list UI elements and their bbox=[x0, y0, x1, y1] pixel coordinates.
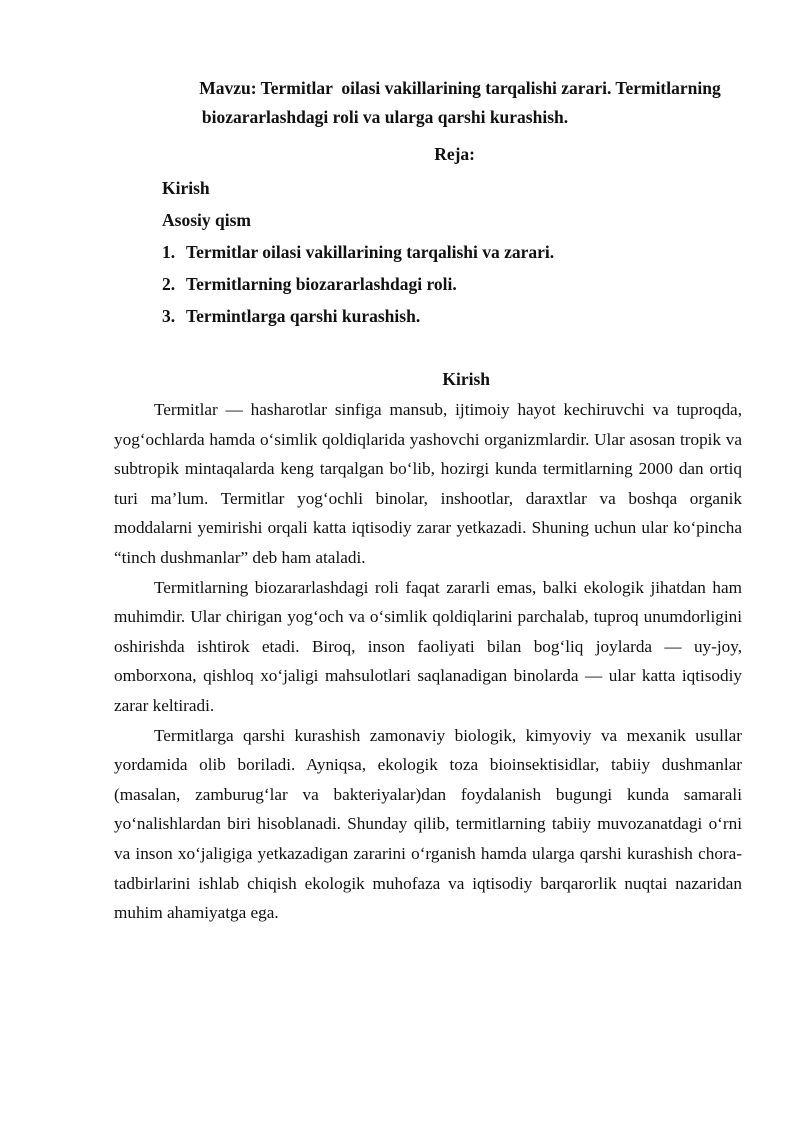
paragraph-1: Termitlar — hasharotlar sinfiga mansub, ijtimoiy hayot kechiruvchi va tuproqda, yog‘ochlarda hamda o‘simlik qoldiqlarida yashovchi organizmlardir. Ular asosan tropik va subtropik mintaqalarda keng tarqalgan bo‘lib, hozirgi kunda termitlarning 2000 dan ortiq turi ma’lum. Termitlar yog‘ochli binolar, inshootlar, daraxtlar va boshqa organik moddalarni yemirishi orqali katta iqtisodiy zarar yetkazadi. Shuning uchun ular ko‘pincha “tinch dushmanlar” deb ham ataladi. bbox=[114, 400, 742, 567]
plan-item-text: Termitlar oilasi vakillarining tarqalishi va zarari. bbox=[186, 242, 555, 262]
plan-item-text: Asosiy qism bbox=[162, 210, 251, 230]
plan-item-text: Termintlarga qarshi kurashish. bbox=[186, 306, 421, 326]
plan-item-2 bbox=[162, 268, 554, 300]
plan-heading: Reja: bbox=[434, 144, 475, 164]
document-title bbox=[110, 74, 800, 132]
paragraph-2: Termitlarning biozararlashdagi roli faqat zararli emas, balki ekologik jihatdan ham muhimdir. Ular chirigan yog‘och va o‘simlik qoldiqlarini parchalab, tuproq unumdorligini oshirishda ishtirok etadi. Biroq, inson faoliyati bilan bog‘liq joylarda — uy-joy, omborxona, qishloq xo‘jaligi mahsulotlari saqlanadigan binolarda — ular katta iqtisodiy zarar keltiradi. bbox=[114, 577, 742, 715]
plan-item-3 bbox=[162, 300, 554, 332]
section-heading-intro: Kirish bbox=[442, 369, 490, 389]
plan-item-main bbox=[162, 204, 554, 236]
intro-body bbox=[114, 395, 742, 928]
plan-list bbox=[162, 172, 554, 332]
plan-item-text: Termitlarning biozararlashdagi roli. bbox=[186, 274, 457, 294]
plan-item-text: Kirish bbox=[162, 178, 210, 198]
title-line-1: Mavzu: Termitlar oilasi vakillarining tarqalishi zarari. Termitlarning bbox=[199, 78, 721, 98]
paragraph-3: Termitlarga qarshi kurashish zamonaviy biologik, kimyoviy va mexanik usullar yordamida olib boriladi. Ayniqsa, ekologik toza bioinsektisidlar, tabiiy dushmanlar (masalan, zamburug‘lar va bakteriyalar)dan foydalanish bugungi kunda samarali yo‘nalishlardan biri hisoblanadi. Shunday qilib, termitlarning tabiiy muvozanatdagi o‘rni va inson xo‘jaligiga yetkazadigan zararini o‘rganish hamda ularga qarshi kurashish chora-tadbirlarini ishlab chiqish ekologik muhofaza va iqtisodiy barqarorlik nuqtai nazaridan muhim ahamiyatga ega. bbox=[114, 725, 742, 923]
plan-item-intro bbox=[162, 172, 554, 204]
title-line-2: biozararlashdagi roli va ularga qarshi kurashish. bbox=[201, 107, 569, 127]
plan-item-number: 2. bbox=[162, 274, 176, 294]
plan-item-number: 3. bbox=[162, 306, 176, 326]
plan-item-1 bbox=[162, 236, 554, 268]
plan-item-number: 1. bbox=[162, 242, 176, 262]
